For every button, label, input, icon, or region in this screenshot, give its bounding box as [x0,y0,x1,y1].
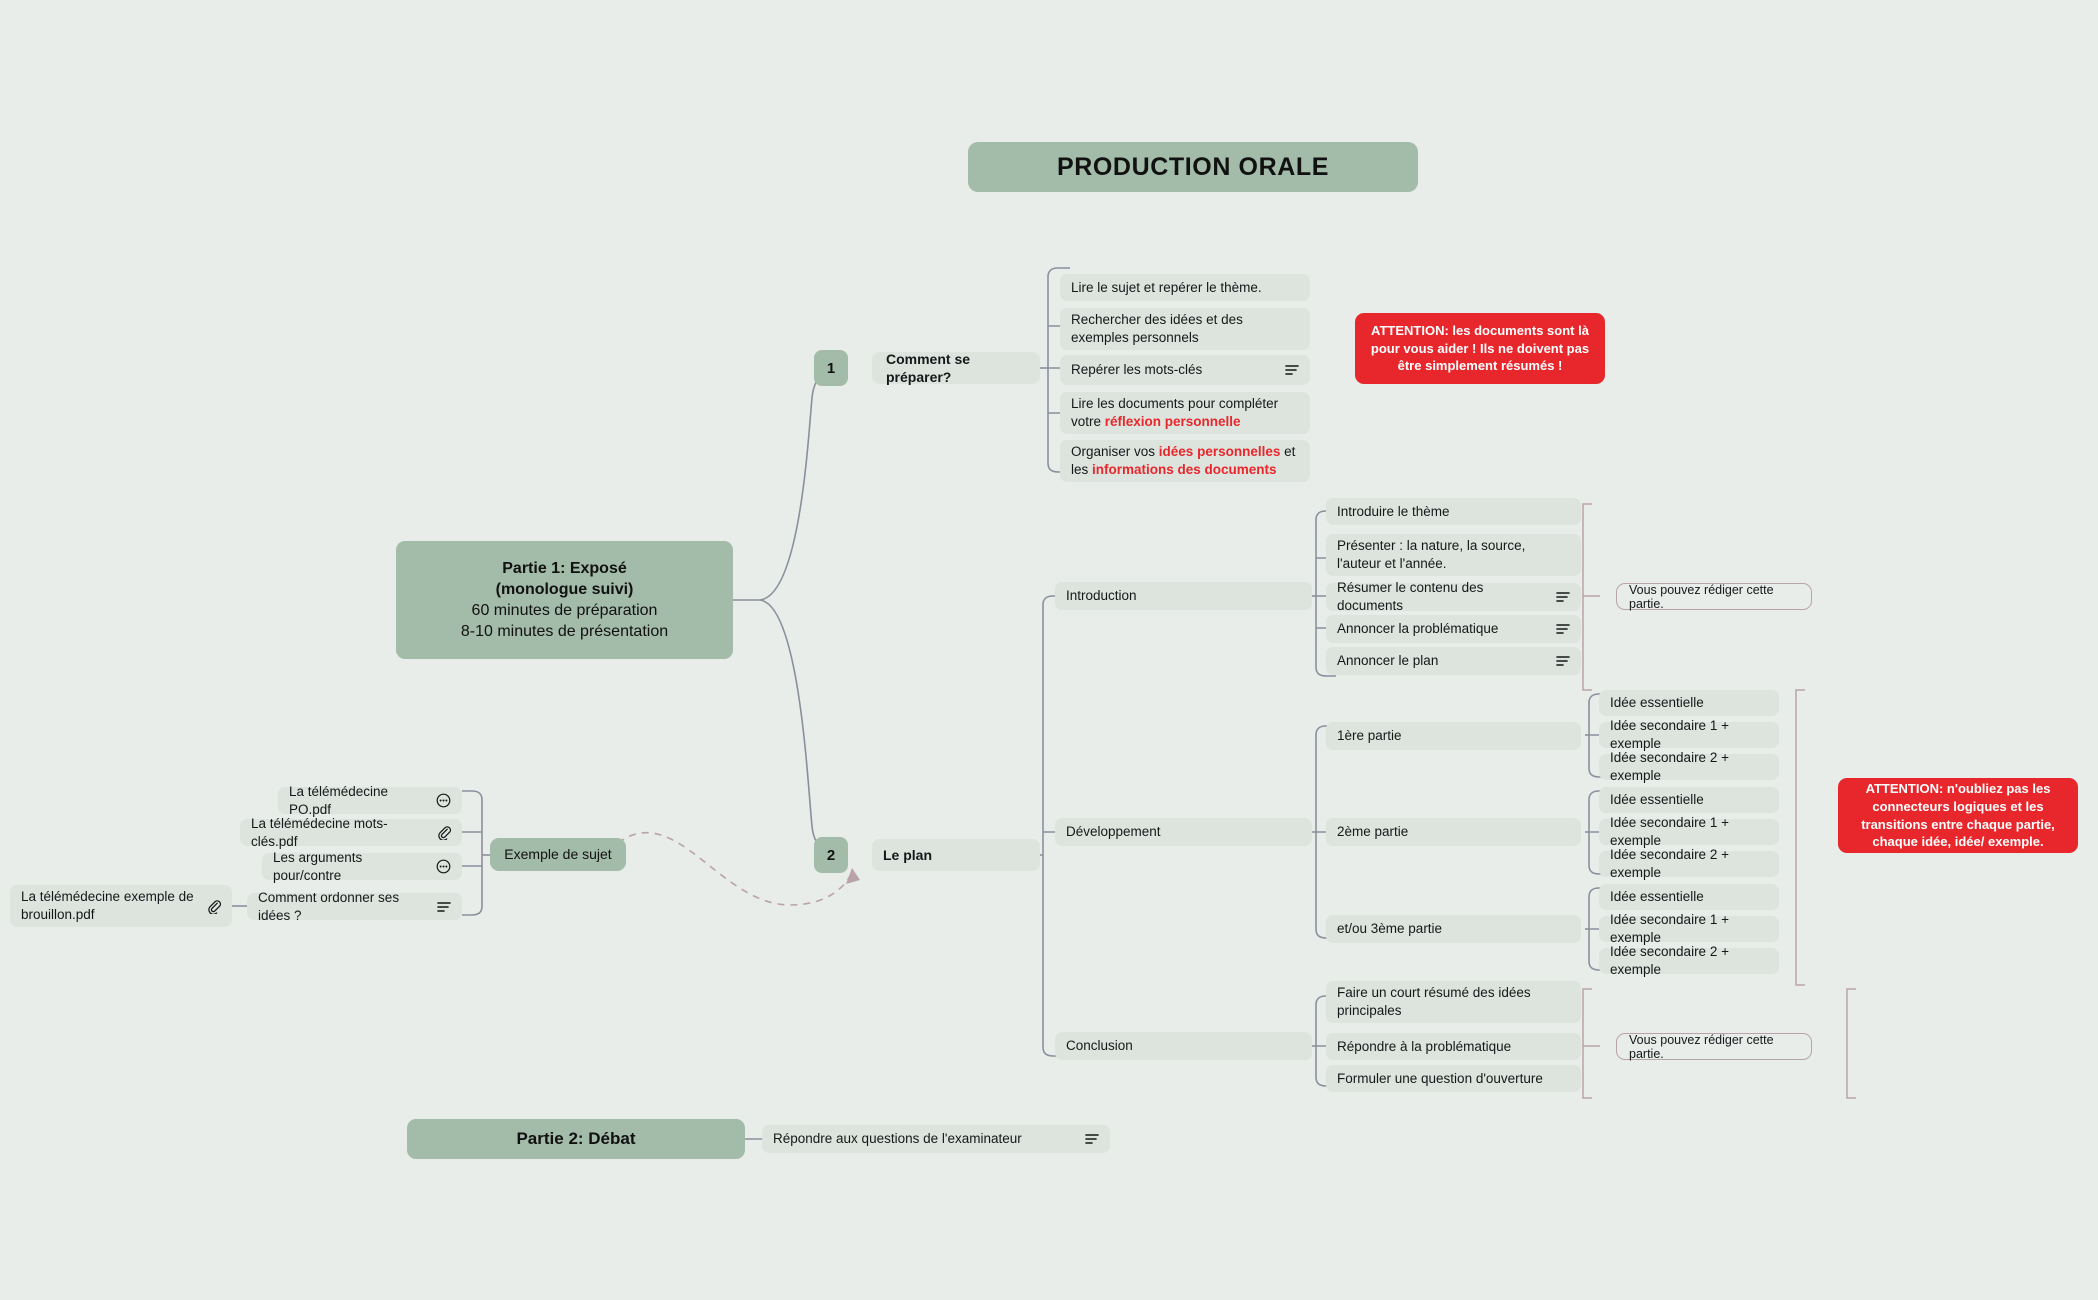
item-text: Annoncer la problématique [1337,621,1499,637]
notes-icon[interactable] [1285,364,1299,376]
branch-1-item-2[interactable] [1060,355,1310,385]
introduction-item-1[interactable] [1326,534,1581,576]
part-1-idea-1[interactable]: Idée secondaire 1 + exemple [1599,819,1779,845]
part-1-idea-0[interactable]: Idée essentielle [1599,787,1779,813]
item-text: Repérer les mots-clés [1071,362,1203,378]
central-line-2: (monologue suivi) [495,580,634,598]
conclusion-item-2[interactable] [1326,1065,1581,1092]
part-2-node[interactable] [407,1119,745,1159]
part-2-item[interactable] [762,1125,1110,1153]
notes-icon[interactable] [1556,591,1570,603]
item-text: Faire un court résumé des idées principales [1337,985,1531,1018]
branch-1-item-4[interactable] [1060,440,1310,482]
branch-1-item-3[interactable] [1060,392,1310,434]
central-line-1: Partie 1: Exposé [502,559,627,577]
part-0-idea-0[interactable]: Idée essentielle [1599,690,1779,716]
example-item-0[interactable] [278,783,462,817]
attention-callout-connectors: ATTENTION: n'oubliez pas les connecteurs logiques et les transitions entre chaque partie, chaque idée, idée/ exemple. [1838,778,2078,853]
branch-1-item-0[interactable] [1060,274,1310,301]
paperclip-icon[interactable] [207,899,221,914]
item-text: Formuler une question d'ouverture [1337,1070,1543,1086]
branch-2-number[interactable]: 2 [814,837,848,873]
branch-1-item-1[interactable] [1060,308,1310,350]
comment-dots-icon[interactable] [436,859,451,874]
item-text: Présenter : la nature, la source, l'auteur et l'année. [1337,538,1526,571]
item-text: Introduire le thème [1337,503,1450,519]
item-text: Lire les documents pour compléter votre réflexion personnelle [1071,396,1279,429]
section-conclusion[interactable]: Conclusion [1055,1032,1312,1060]
item-text: Répondre aux questions de l'examinateur [773,1131,1022,1147]
developpement-part-0[interactable]: 1ère partie [1326,722,1581,750]
part-1-idea-2[interactable]: Idée secondaire 2 + exemple [1599,851,1779,877]
page-title: PRODUCTION ORALE [968,142,1418,192]
note-conclusion: Vous pouvez rédiger cette partie. [1616,1033,1812,1060]
introduction-item-3[interactable] [1326,615,1581,643]
item-text: Répondre à la problématique [1337,1038,1512,1054]
highlight-text: réflexion personnelle [1104,414,1241,429]
item-text: Organiser vos idées personnelles et les informations des documents [1071,444,1296,477]
notes-icon[interactable] [1556,623,1570,635]
part-0-idea-1[interactable]: Idée secondaire 1 + exemple [1599,722,1779,748]
part-2-label: Partie 2: Débat [516,1128,636,1148]
item-text: Annoncer le plan [1337,653,1439,669]
part-0-idea-2[interactable]: Idée secondaire 2 + exemple [1599,754,1779,780]
item-text: Les arguments pour/contre [273,849,363,883]
paperclip-icon[interactable] [437,825,451,840]
highlight-text: idées personnelles [1158,444,1281,460]
central-line-3: 60 minutes de préparation [471,602,658,619]
example-item-3[interactable] [247,889,462,923]
introduction-item-2[interactable] [1326,580,1581,613]
section-developpement[interactable]: Développement [1055,818,1312,846]
branch-1-number[interactable]: 1 [814,350,848,386]
part-2-idea-0[interactable]: Idée essentielle [1599,884,1779,910]
introduction-item-0[interactable] [1326,498,1581,525]
branch-1-label[interactable]: Comment se préparer? [872,352,1040,384]
item-text: Lire le sujet et repérer le thème. [1071,279,1262,295]
notes-icon[interactable] [437,901,451,913]
central-node[interactable] [396,541,733,659]
highlight-text: informations des documents [1092,462,1277,477]
comment-dots-icon[interactable] [436,793,451,808]
note-introduction: Vous pouvez rédiger cette partie. [1616,583,1812,610]
notes-icon[interactable] [1556,655,1570,667]
part-2-idea-1[interactable]: Idée secondaire 1 + exemple [1599,916,1779,942]
item-text: Comment ordonner ses idées ? [258,889,400,923]
item-text: La télémédecine PO.pdf [289,783,389,817]
example-attachment[interactable] [10,885,232,927]
example-item-1[interactable] [240,815,462,849]
section-introduction[interactable]: Introduction [1055,582,1312,610]
central-line-4: 8-10 minutes de présentation [460,623,669,641]
item-text: Résumer le contenu des documents [1337,580,1484,613]
notes-icon[interactable] [1085,1133,1099,1145]
item-text: La télémédecine mots-clés.pdf [251,815,388,849]
developpement-part-1[interactable]: 2ème partie [1326,818,1581,846]
conclusion-item-0[interactable] [1326,981,1581,1023]
introduction-item-4[interactable] [1326,647,1581,675]
item-text: La télémédecine exemple de brouillon.pdf [21,889,194,922]
branch-2-label[interactable]: Le plan [872,839,1040,871]
developpement-part-2[interactable]: et/ou 3ème partie [1326,915,1581,943]
example-item-2[interactable] [262,849,462,883]
item-text: Rechercher des idées et des exemples personnels [1071,312,1243,345]
conclusion-item-1[interactable] [1326,1033,1581,1060]
example-subject-node[interactable]: Exemple de sujet [490,838,626,871]
part-2-idea-2[interactable]: Idée secondaire 2 + exemple [1599,948,1779,974]
attention-callout-documents: ATTENTION: les documents sont là pour vous aider ! Ils ne doivent pas être simplement résumés ! [1355,313,1605,384]
